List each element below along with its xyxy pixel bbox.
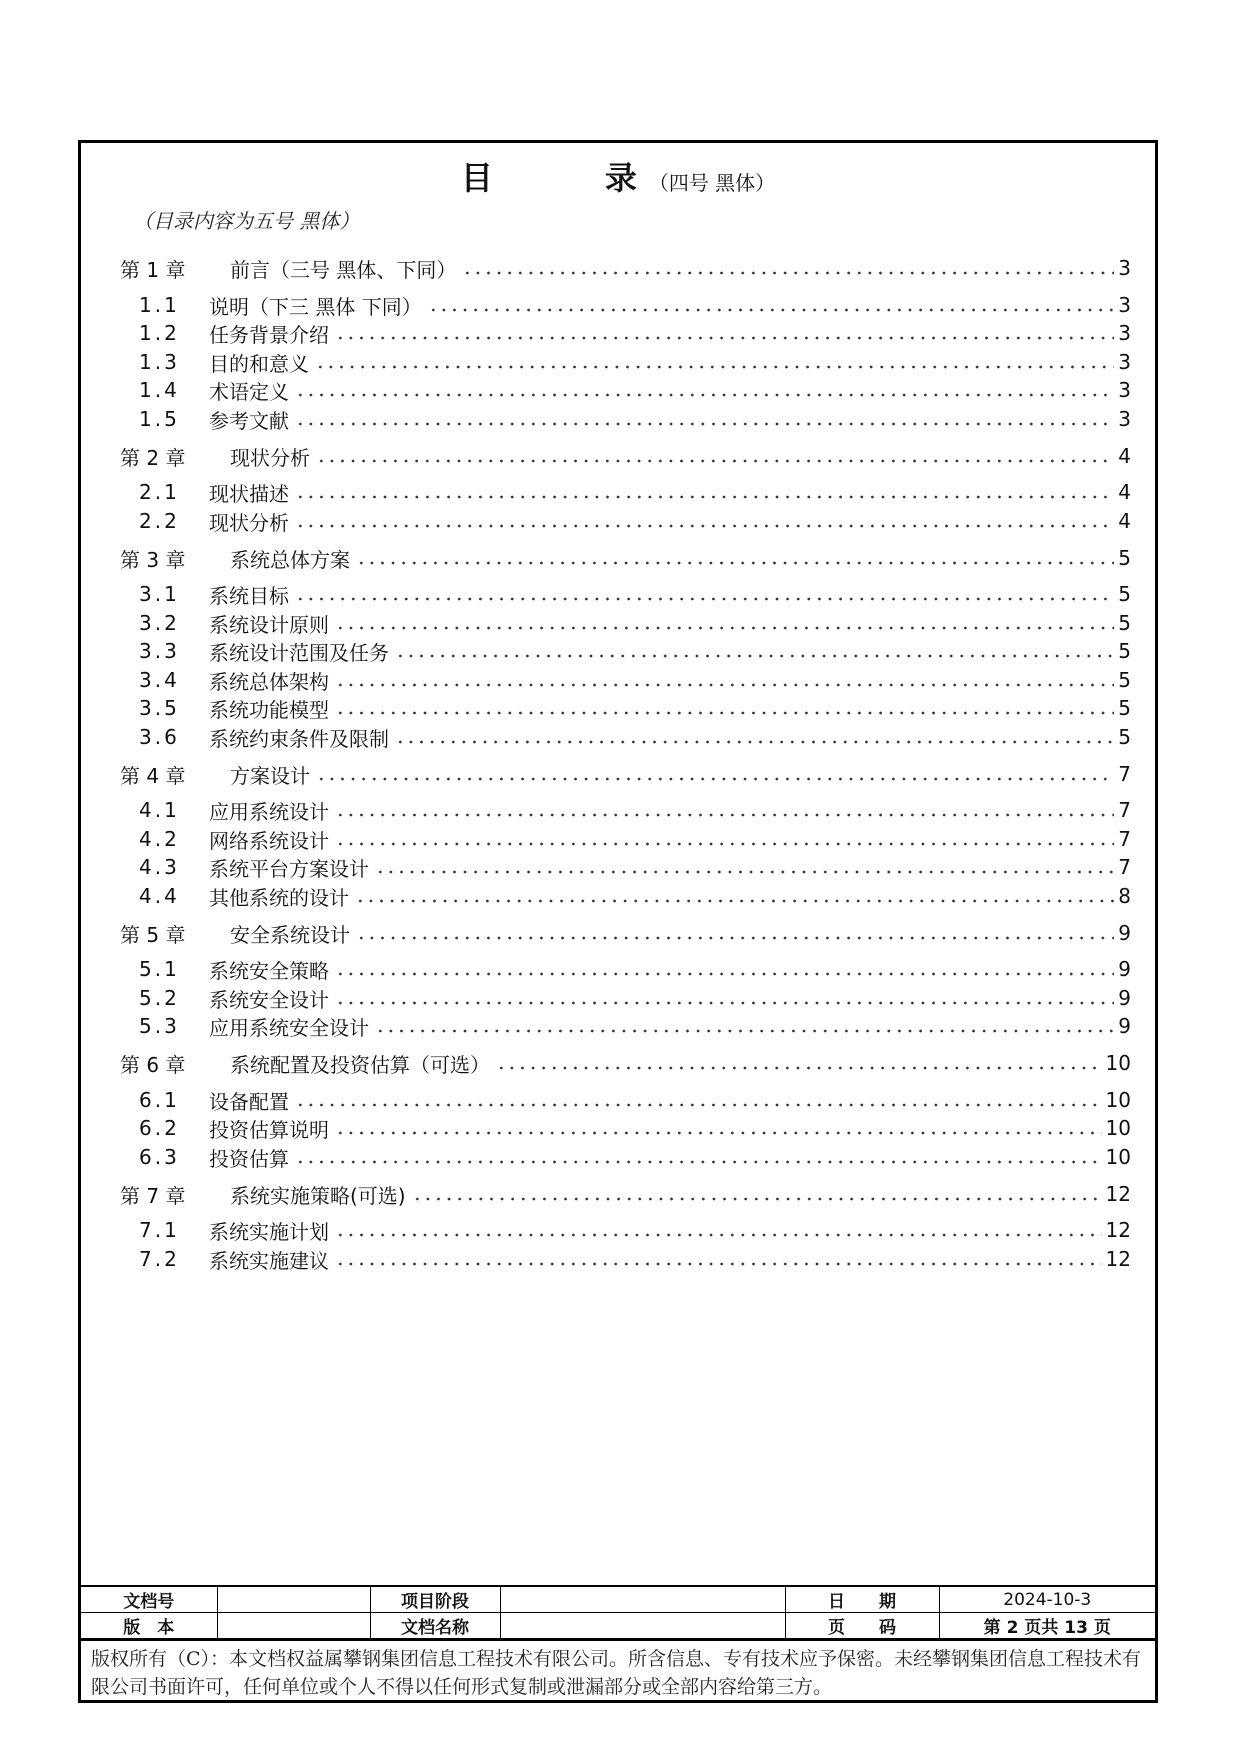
toc-chapter-entry[interactable] [120, 1180, 1131, 1208]
toc-entry-page: 5 [1118, 696, 1131, 720]
toc-entry-number: 7.2 [139, 1247, 180, 1271]
toc-entry-title: 应用系统安全设计 [209, 1015, 369, 1040]
toc-entry-title: 系统平台方案设计 [209, 856, 369, 881]
toc-dot-leader [335, 683, 1114, 687]
toc-dot-leader [295, 597, 1114, 601]
toc-entry-page: 5 [1118, 582, 1131, 606]
toc-entry-number: 第 1 章 [120, 257, 186, 282]
toc-entry-number: 3.4 [139, 668, 180, 692]
toc-entry-number: 1.3 [139, 350, 180, 374]
toc-entry-number: 第 7 章 [120, 1183, 186, 1208]
toc-dot-leader [395, 654, 1114, 658]
toc-entry-page: 5 [1118, 725, 1131, 749]
toc-dot-leader [335, 813, 1114, 817]
toc-entry-title: 前言（三号 黑体、下同） [230, 257, 457, 282]
toc-entry-title: 系统目标 [209, 583, 289, 608]
toc-entry-title: 现状描述 [209, 481, 289, 506]
toc-chapter-entry[interactable] [120, 442, 1131, 470]
copyright-notice: 版权所有（C）：本文档权益属攀钢集团信息工程技术有限公司。所含信息、专有技术应予保密。未经攀钢集团信息工程技术有限公司书面许可，任何单位或个人不得以任何形式复制或泄漏部分或全部内容给第三方。 [81, 1639, 1155, 1703]
toc-entry-number: 6.1 [139, 1088, 180, 1112]
toc-entry-title: 系统安全策略 [209, 958, 329, 983]
toc-section-entry[interactable] [139, 1216, 1131, 1244]
toc-entry-title: 术语定义 [209, 379, 289, 404]
toc-entry-page: 10 [1105, 1116, 1131, 1140]
toc-entry-number: 4.4 [139, 884, 180, 908]
toc-dot-leader [335, 1131, 1102, 1135]
toc-entry-number: 5.3 [139, 1014, 180, 1038]
toc-entry-page: 3 [1118, 407, 1131, 431]
toc-entry-page: 10 [1105, 1088, 1131, 1112]
toc-dot-leader [335, 626, 1114, 630]
toc-entry-number: 3.3 [139, 639, 180, 663]
toc-entry-title: 系统实施策略(可选) [230, 1183, 406, 1208]
toc-entry-number: 7.1 [139, 1218, 180, 1242]
toc-section-entry[interactable] [139, 1012, 1131, 1040]
toc-entry-title: 系统总体方案 [230, 547, 350, 572]
date-label: 日 期 [785, 1586, 939, 1613]
toc-entry-number: 3.2 [139, 611, 180, 635]
toc-entry-number: 6.3 [139, 1145, 180, 1169]
document-info-table [81, 1585, 1155, 1639]
toc-entry-page: 8 [1118, 884, 1131, 908]
toc-section-entry[interactable] [139, 319, 1131, 347]
info-row-2 [81, 1613, 1155, 1639]
toc-entry-page: 5 [1118, 639, 1131, 663]
doc-no-value [217, 1586, 370, 1613]
info-row-1 [81, 1586, 1155, 1613]
toc-entry-title: 系统实施计划 [209, 1219, 329, 1244]
doc-name-label: 文档名称 [370, 1613, 500, 1639]
toc-dot-leader [295, 422, 1114, 426]
toc-entry-page: 3 [1118, 378, 1131, 402]
toc-entry-title: 系统功能模型 [209, 697, 329, 722]
toc-entry-page: 3 [1118, 321, 1131, 345]
toc-format-note: （目录内容为五号 黑体） [133, 209, 360, 233]
toc-entry-number: 1.1 [139, 293, 180, 317]
toc-section-entry[interactable] [139, 348, 1131, 376]
toc-section-entry[interactable] [139, 1143, 1131, 1171]
stage-label: 项目阶段 [370, 1586, 500, 1613]
toc-section-entry[interactable] [139, 796, 1131, 824]
page-label: 页 码 [785, 1613, 939, 1639]
toc-entry-title: 现状分析 [209, 510, 289, 535]
toc-section-entry[interactable] [139, 984, 1131, 1012]
toc-chapter-entry[interactable] [120, 254, 1131, 282]
toc-dot-leader [356, 936, 1114, 940]
version-label: 版 本 [81, 1613, 217, 1639]
toc-entry-title: 投资估算 [209, 1146, 289, 1171]
toc-entry-title: 系统总体架构 [209, 669, 329, 694]
page-title: 目 录 [460, 159, 677, 197]
toc-entry-title: 目的和意义 [209, 351, 309, 376]
toc-entry-number: 2.1 [139, 480, 180, 504]
toc-entry-page: 5 [1118, 611, 1131, 635]
toc-section-entry[interactable] [139, 637, 1131, 665]
toc-dot-leader [462, 271, 1114, 275]
toc-entry-number: 1.2 [139, 321, 180, 345]
toc-dot-leader [335, 1233, 1102, 1237]
toc-section-entry[interactable] [139, 853, 1131, 881]
toc-entry-page: 5 [1118, 668, 1131, 692]
stage-value [500, 1586, 785, 1613]
toc-entry-number: 6.2 [139, 1116, 180, 1140]
toc-section-entry[interactable] [139, 666, 1131, 694]
toc-entry-title: 网络系统设计 [209, 828, 329, 853]
toc-entry-title: 系统实施建议 [209, 1248, 329, 1273]
toc-dot-leader [375, 870, 1114, 874]
toc-entry-title: 其他系统的设计 [209, 885, 349, 910]
toc-entry-number: 3.6 [139, 725, 180, 749]
toc-entry-page: 9 [1118, 921, 1131, 945]
toc-dot-leader [335, 842, 1114, 846]
toc-entry-title: 安全系统设计 [230, 922, 350, 947]
toc-section-entry[interactable] [139, 955, 1131, 983]
toc-entry-page: 9 [1118, 1014, 1131, 1038]
toc-chapter-entry[interactable] [120, 919, 1131, 947]
toc-dot-leader [335, 1262, 1102, 1266]
toc-section-entry[interactable] [139, 1086, 1131, 1114]
toc-entry-number: 2.2 [139, 509, 180, 533]
toc-section-entry[interactable] [139, 825, 1131, 853]
toc-entry-title: 投资估算说明 [209, 1117, 329, 1142]
toc-entry-title: 系统配置及投资估算（可选） [230, 1052, 490, 1077]
toc-entry-number: 3.1 [139, 582, 180, 606]
doc-no-label: 文档号 [81, 1586, 217, 1613]
toc-entry-page: 9 [1118, 957, 1131, 981]
toc-chapter-entry[interactable] [120, 1049, 1131, 1077]
toc-dot-leader [355, 899, 1114, 903]
toc-entry-page: 5 [1118, 546, 1131, 570]
toc-dot-leader [295, 524, 1114, 528]
toc-entry-title: 应用系统设计 [209, 799, 329, 824]
toc-entry-title: 参考文献 [209, 408, 289, 433]
toc-dot-leader [356, 561, 1114, 565]
toc-dot-leader [335, 336, 1114, 340]
toc-entry-number: 4.1 [139, 798, 180, 822]
toc-entry-number: 第 4 章 [120, 763, 186, 788]
toc-section-entry[interactable] [139, 405, 1131, 433]
toc-entry-page: 3 [1118, 350, 1131, 374]
toc-entry-title: 说明（下三 黑体 下同） [209, 294, 422, 319]
toc-entry-number: 第 3 章 [120, 547, 186, 572]
toc-section-entry[interactable] [139, 609, 1131, 637]
toc-section-entry[interactable] [139, 1114, 1131, 1142]
doc-name-value [500, 1613, 785, 1639]
document-frame [78, 140, 1158, 1703]
toc-entry-page: 12 [1105, 1247, 1131, 1271]
toc-dot-leader [335, 1001, 1114, 1005]
toc-dot-leader [428, 308, 1115, 312]
page-value: 第 2 页共 13 页 [939, 1613, 1155, 1639]
toc-entry-page: 7 [1118, 827, 1131, 851]
toc-dot-leader [316, 459, 1114, 463]
date-value: 2024-10-3 [939, 1586, 1155, 1613]
toc-entry-title: 设备配置 [209, 1089, 289, 1114]
version-value [217, 1613, 370, 1639]
toc-dot-leader [295, 495, 1114, 499]
toc-section-entry[interactable] [139, 694, 1131, 722]
title-format-note: （四号 黑体） [648, 171, 776, 195]
toc-entry-page: 7 [1118, 798, 1131, 822]
toc-entry-page: 4 [1118, 509, 1131, 533]
toc-entry-page: 12 [1105, 1182, 1131, 1206]
toc-dot-leader [412, 1197, 1102, 1201]
toc-dot-leader [295, 1103, 1102, 1107]
toc-dot-leader [496, 1066, 1102, 1070]
toc-section-entry[interactable] [139, 723, 1131, 751]
toc-entry-number: 5.2 [139, 986, 180, 1010]
toc-entry-number: 1.4 [139, 378, 180, 402]
toc-dot-leader [335, 972, 1114, 976]
toc-dot-leader [395, 740, 1114, 744]
toc-entry-title: 系统设计范围及任务 [209, 640, 389, 665]
toc-dot-leader [316, 777, 1114, 781]
toc-entry-number: 4.2 [139, 827, 180, 851]
table-of-contents [81, 143, 1155, 1700]
toc-entry-page: 9 [1118, 986, 1131, 1010]
toc-dot-leader [315, 365, 1114, 369]
toc-entry-number: 4.3 [139, 855, 180, 879]
toc-entry-number: 第 6 章 [120, 1052, 186, 1077]
toc-entry-title: 系统设计原则 [209, 612, 329, 637]
toc-section-entry[interactable] [139, 507, 1131, 535]
toc-entry-page: 4 [1118, 444, 1131, 468]
toc-entry-number: 第 2 章 [120, 445, 186, 470]
toc-entry-title: 方案设计 [230, 763, 310, 788]
toc-section-entry[interactable] [139, 376, 1131, 404]
toc-section-entry[interactable] [139, 882, 1131, 910]
toc-entry-page: 7 [1118, 855, 1131, 879]
toc-section-entry[interactable] [139, 478, 1131, 506]
toc-entry-number: 1.5 [139, 407, 180, 431]
toc-dot-leader [295, 1160, 1102, 1164]
toc-chapter-entry[interactable] [120, 760, 1131, 788]
toc-section-entry[interactable] [139, 580, 1131, 608]
toc-entry-title: 系统安全设计 [209, 987, 329, 1012]
toc-chapter-entry[interactable] [120, 544, 1131, 572]
toc-dot-leader [375, 1029, 1114, 1033]
toc-section-entry[interactable] [139, 291, 1131, 319]
toc-section-entry[interactable] [139, 1245, 1131, 1273]
toc-dot-leader [335, 711, 1114, 715]
toc-entry-page: 10 [1105, 1051, 1131, 1075]
toc-entry-number: 第 5 章 [120, 922, 186, 947]
toc-entry-number: 3.5 [139, 696, 180, 720]
toc-entry-title: 系统约束条件及限制 [209, 726, 389, 751]
toc-entry-page: 12 [1105, 1218, 1131, 1242]
toc-dot-leader [295, 393, 1114, 397]
toc-entry-page: 7 [1118, 762, 1131, 786]
toc-entry-number: 5.1 [139, 957, 180, 981]
toc-entry-title: 任务背景介绍 [209, 322, 329, 347]
toc-entry-page: 4 [1118, 480, 1131, 504]
toc-entry-page: 10 [1105, 1145, 1131, 1169]
toc-entry-title: 现状分析 [230, 445, 310, 470]
toc-entry-page: 3 [1118, 293, 1131, 317]
toc-entry-page: 3 [1118, 256, 1131, 280]
